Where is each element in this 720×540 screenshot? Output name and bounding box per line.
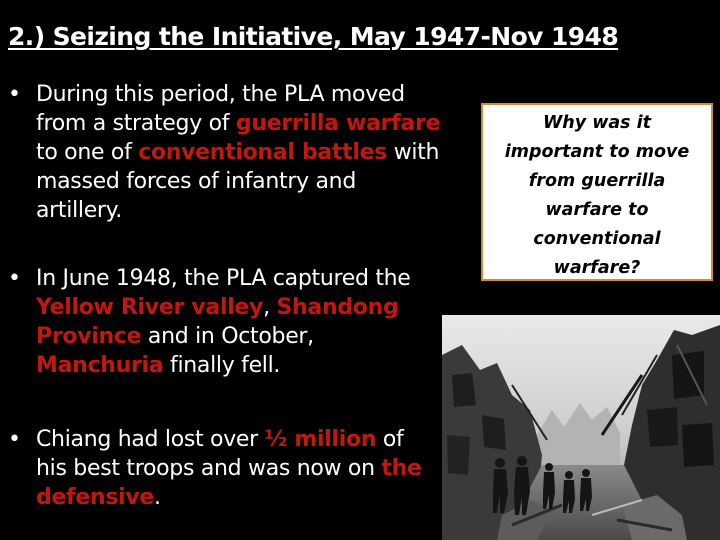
text-run: from a strategy of <box>36 111 236 136</box>
text-run: his best troops and was now on <box>36 456 382 481</box>
question-line: warfare? <box>553 258 641 278</box>
highlight-term: Manchuria <box>36 353 164 378</box>
bullet-line <box>36 196 440 225</box>
bullet-line <box>36 138 440 167</box>
bullet-line <box>36 264 411 293</box>
bullet-item <box>6 80 440 225</box>
highlight-term: guerrilla warfare <box>235 111 441 136</box>
text-run: Chiang had lost over <box>36 427 265 452</box>
text-run: with <box>387 140 440 165</box>
bullet-text <box>36 425 422 512</box>
bullet-symbol: • <box>8 266 21 291</box>
bullet-line <box>36 351 411 380</box>
bullet-symbol: • <box>8 82 21 107</box>
text-run: of <box>376 427 404 452</box>
bullet-line <box>36 80 440 109</box>
bullet-item <box>6 425 422 512</box>
highlight-term: Yellow River valley <box>36 295 264 320</box>
bullet-line <box>36 293 411 322</box>
highlight-term: the <box>381 456 422 481</box>
text-run: to one of <box>36 140 139 165</box>
question-line: Why was it <box>542 113 652 133</box>
question-line: warfare to <box>545 200 649 220</box>
text-run: and in October, <box>141 324 314 349</box>
text-run: finally fell. <box>163 353 281 378</box>
text-run: . <box>154 485 161 510</box>
highlight-term: Province <box>36 324 142 349</box>
text-run: , <box>263 295 277 320</box>
question-line: conventional <box>533 229 661 249</box>
bullet-text <box>36 80 440 225</box>
slide-title: 2.) Seizing the Initiative, May 1947-Nov 1948 <box>8 22 619 51</box>
highlight-term: ½ million <box>264 427 377 452</box>
highlight-term: conventional battles <box>138 140 388 165</box>
text-run: massed forces of infantry and <box>36 169 356 194</box>
bullet-line <box>36 167 440 196</box>
text-run: artillery. <box>36 198 122 223</box>
bullet-line <box>36 454 422 483</box>
question-line: important to move <box>504 142 690 162</box>
bullet-text <box>36 264 411 380</box>
bullet-line <box>36 483 422 512</box>
bullet-line <box>36 322 411 351</box>
text-run: During this period, the PLA moved <box>36 82 405 107</box>
bullet-symbol: • <box>8 427 21 452</box>
question-line: from guerrilla <box>528 171 666 191</box>
bullet-line <box>36 425 422 454</box>
bullet-line <box>36 109 440 138</box>
text-run: In June 1948, the PLA captured the <box>36 266 411 291</box>
highlight-term: Shandong <box>276 295 399 320</box>
bullet-item <box>6 264 411 380</box>
highlight-term: defensive <box>36 485 155 510</box>
